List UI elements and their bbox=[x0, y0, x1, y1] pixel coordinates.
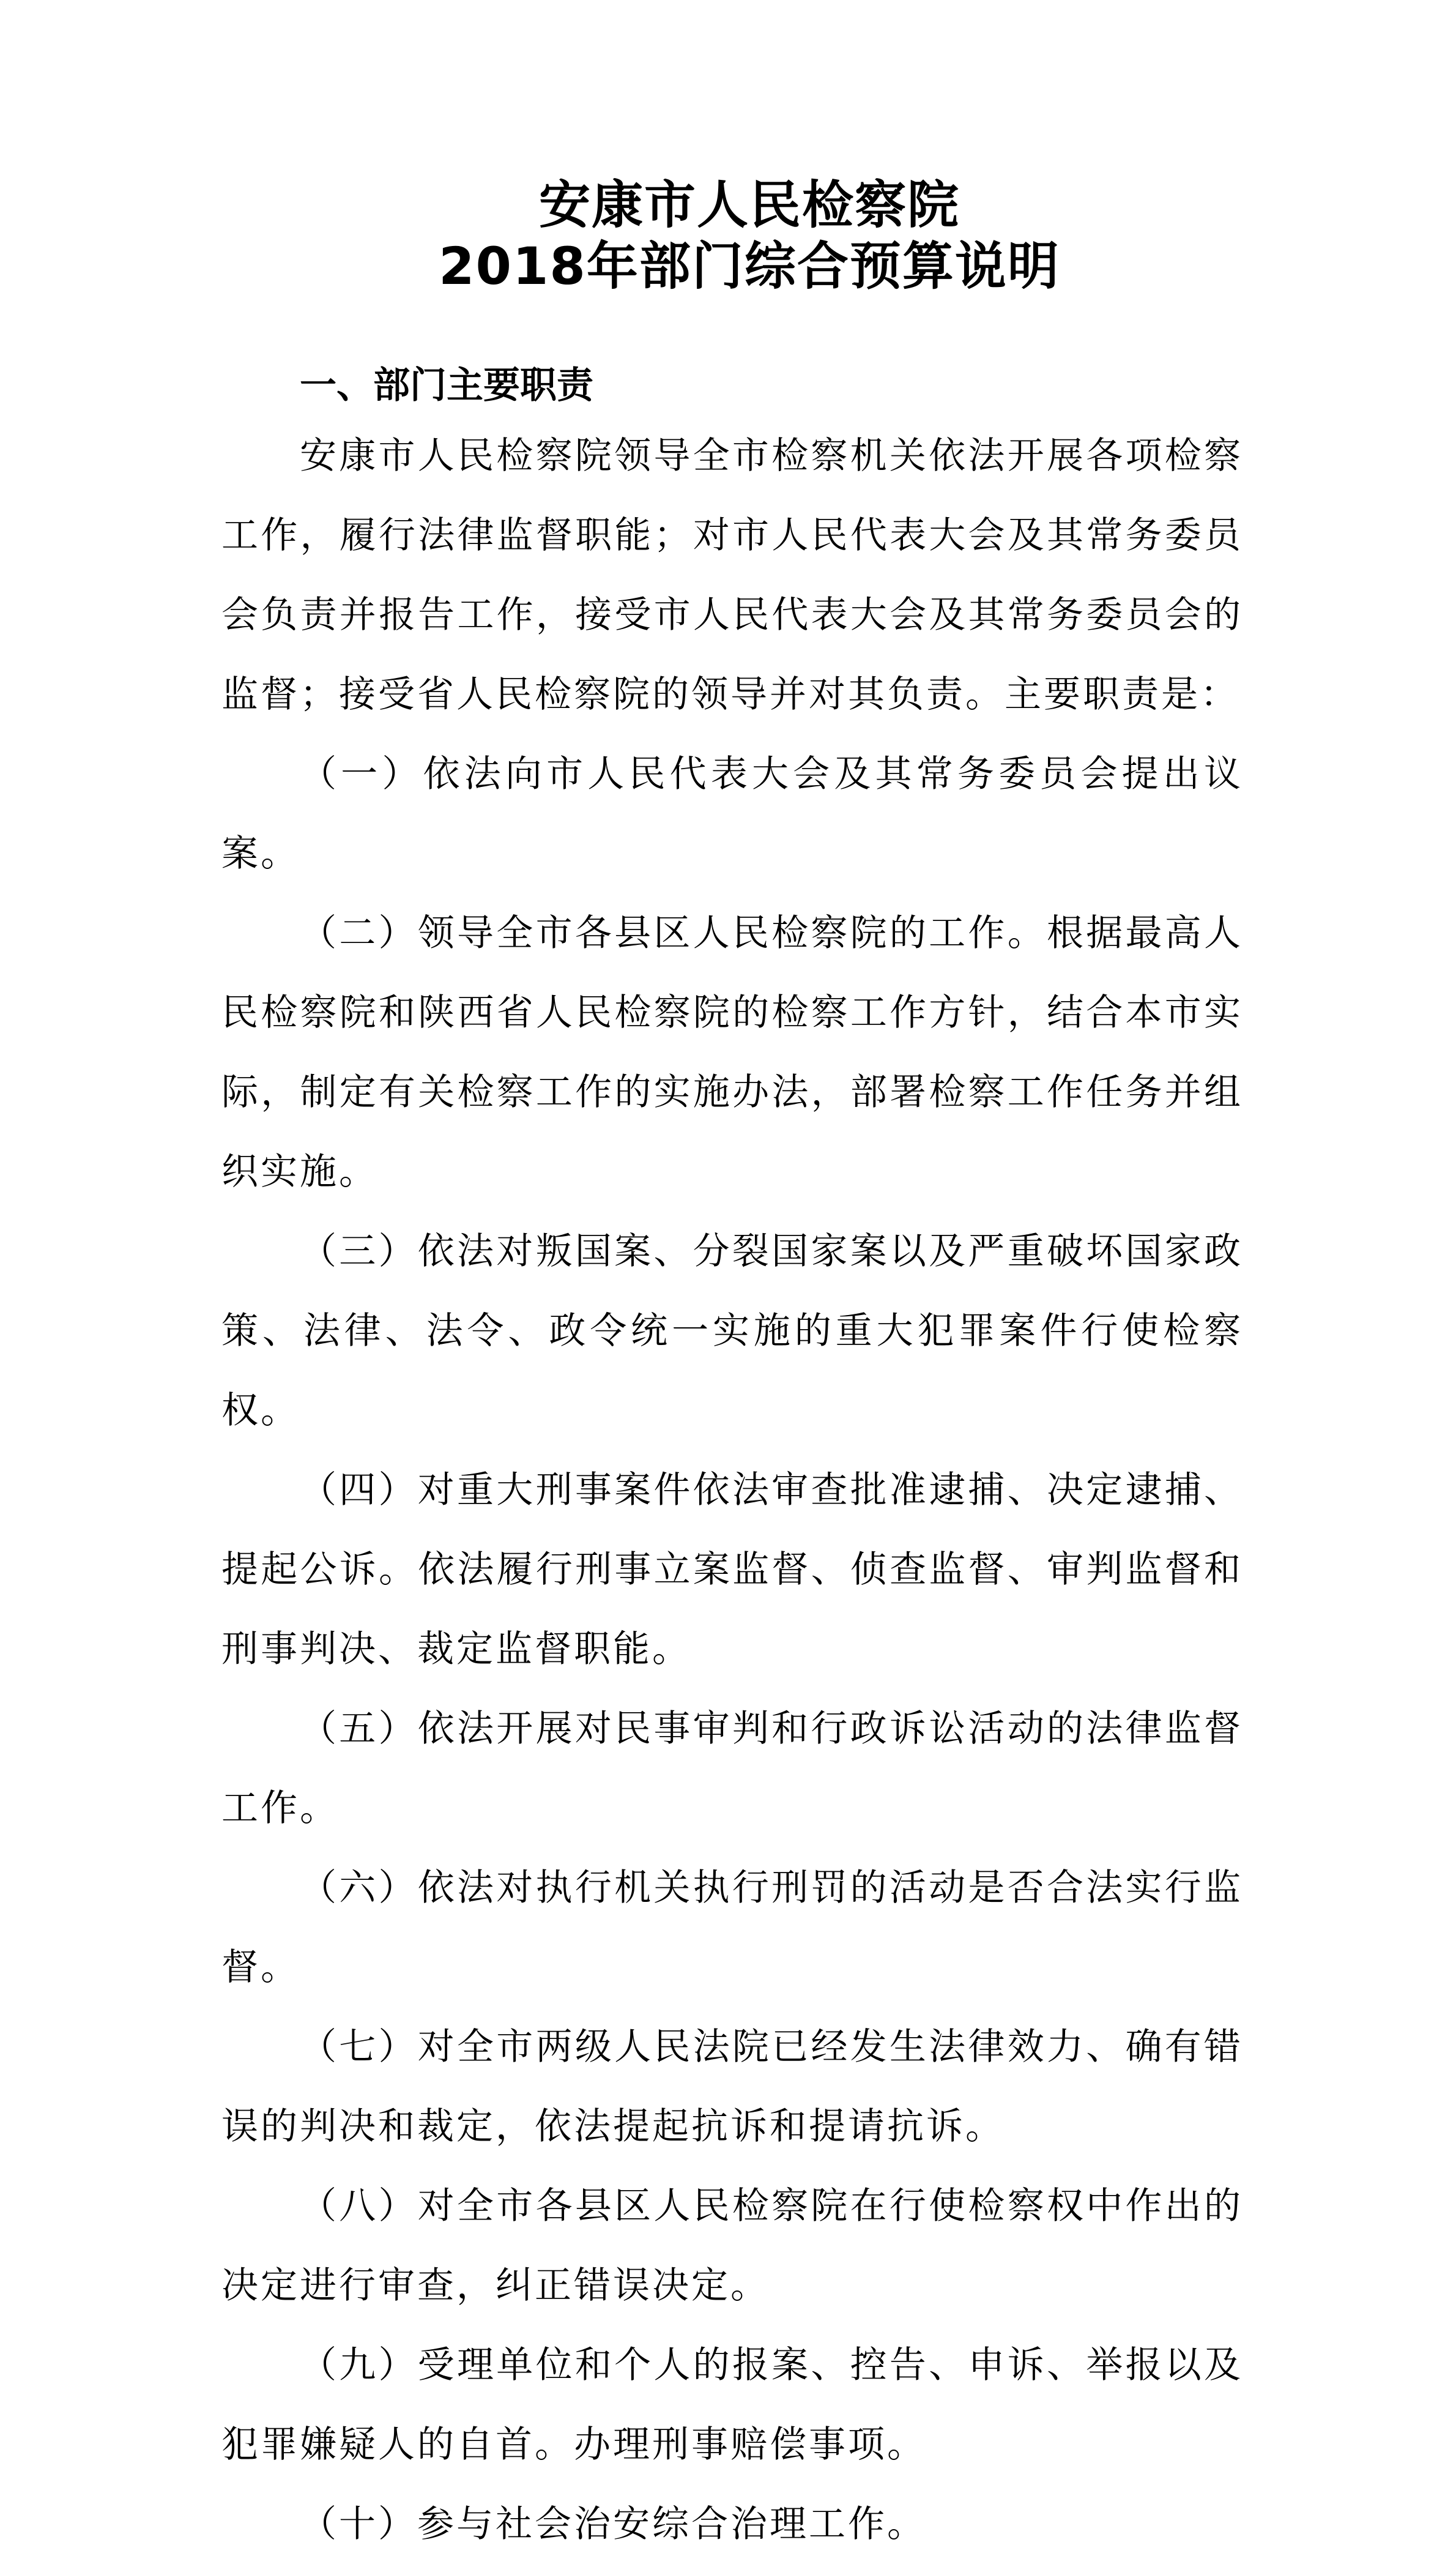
document-title-line1: 安康市人民检察院 bbox=[538, 175, 960, 235]
document-title-line2: 2018年部门综合预算说明 bbox=[439, 236, 1060, 296]
paragraph-item-9: （九）受理单位和个人的报案、控告、申诉、举报以及犯罪嫌疑人的自首。办理刑事赔偿事项。 bbox=[221, 2344, 1243, 2466]
paragraph-item-3: （三）依法对叛国案、分裂国家案以及严重破坏国家政策、法律、法令、政令统一实施的重大犯罪案件行使检察权。 bbox=[221, 1230, 1243, 1432]
paragraph-item-6: （六）依法对执行机关执行刑罚的活动是否合法实行监督。 bbox=[221, 1866, 1243, 1989]
paragraph-item-1: （一）依法向市人民代表大会及其常务委员会提出议案。 bbox=[221, 753, 1243, 875]
paragraph-item-7: （七）对全市两级人民法院已经发生法律效力、确有错误的判决和裁定，依法提起抗诉和提请抗诉。 bbox=[221, 2025, 1243, 2148]
paragraph-intro: 安康市人民检察院领导全市检察机关依法开展各项检察工作，履行法律监督职能；对市人民代表大会及其常务委员会负责并报告工作，接受市人民代表大会及其常务委员会的监督；接受省人民检察院的领导并对其负责。主要职责是： bbox=[221, 434, 1243, 716]
paragraph-item-4: （四）对重大刑事案件依法审查批准逮捕、决定逮捕、提起公诉。依法履行刑事立案监督、侦查监督、审判监督和刑事判决、裁定监督职能。 bbox=[221, 1469, 1243, 1671]
section-heading: 一、部门主要职责 bbox=[300, 364, 593, 407]
paragraph-item-10: （十）参与社会治安综合治理工作。 bbox=[300, 2503, 926, 2546]
document-body bbox=[221, 416, 1243, 2564]
paragraph-item-5: （五）依法开展对民事审判和行政诉讼活动的法律监督工作。 bbox=[221, 1707, 1243, 1830]
paragraph-item-8: （八）对全市各县区人民检察院在行使检察权中作出的决定进行审查，纠正错误决定。 bbox=[221, 2185, 1243, 2307]
paragraph-item-2: （二）领导全市各县区人民检察院的工作。根据最高人民检察院和陕西省人民检察院的检察工作方针，结合本市实际，制定有关检察工作的实施办法，部署检察工作任务并组织实施。 bbox=[221, 912, 1243, 1193]
